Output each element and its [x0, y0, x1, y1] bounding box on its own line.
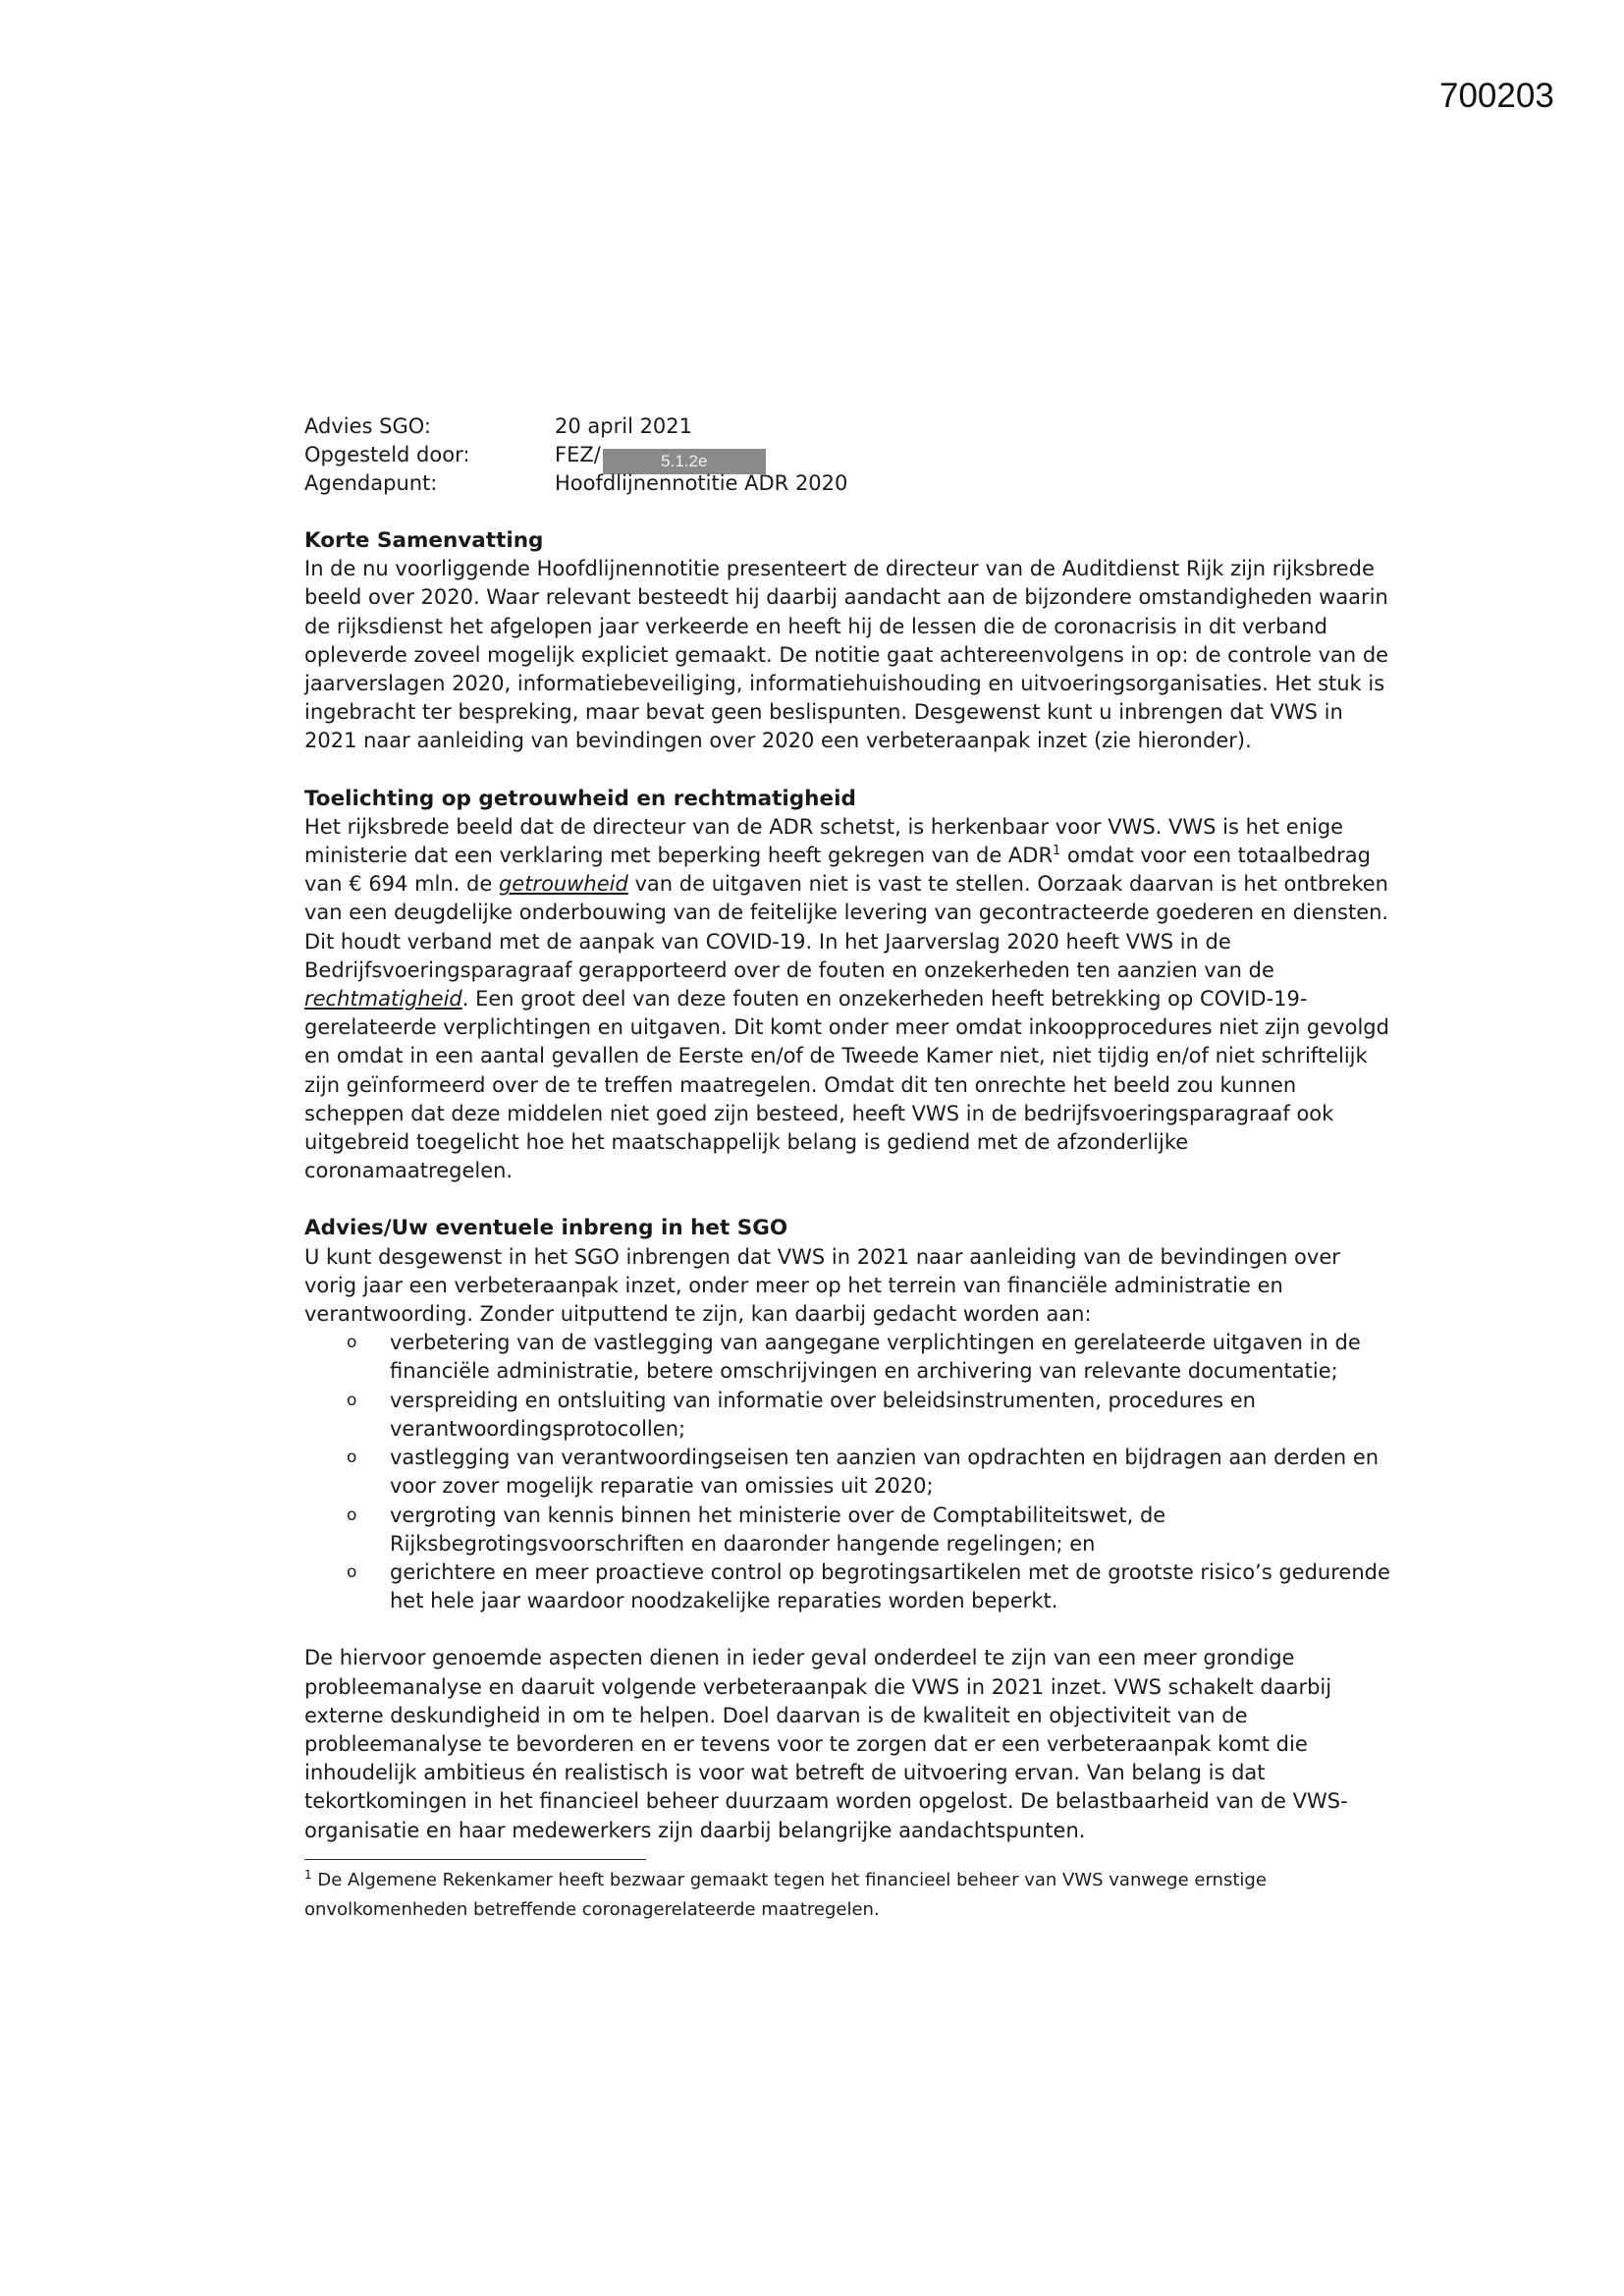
list-item	[304, 1502, 1394, 1558]
bullet-marker: o	[347, 1448, 357, 1468]
list-item	[304, 1387, 1394, 1444]
document-number: 700203	[1439, 77, 1554, 115]
advice-intro: U kunt desgewenst in het SGO inbrengen dat VWS in 2021 naar aanleiding van de bevindingen over vorig jaar een verbeteraanpak inzet, onder meer op het terrein van financiële administratie en verantwoording. Zonder uitputtend te zijn, kan daarbij gedacht worden aan:	[304, 1244, 1340, 1327]
bullet-marker: o	[347, 1390, 357, 1410]
meta-value	[555, 441, 766, 469]
list-item-text: gerichtere en meer proactieve control op begrotingsartikelen met de grootste risico’s gedurende het hele jaar waardoor noodzakelijke reparaties worden beperkt.	[390, 1559, 1390, 1613]
meta-value: Hoofdlijnennotitie ADR 2020	[555, 471, 848, 495]
summary-section	[304, 526, 1394, 756]
text-run: van de uitgaven niet is vast te stellen. Oorzaak daarvan is het ontbreken van een deugdelijke onderbouwing van de feitelijke levering van gecontracteerde goederen en diensten. Dit houdt verband met de aanpak van COVID-19. In het Jaarverslag 2020 heeft VWS in de Bedrijfsvoeringsparagraaf gerapporteerd over de fouten en onzekerheden ten aanzien van de	[304, 872, 1389, 982]
meta-label: Opgesteld door:	[304, 443, 470, 466]
document-body	[304, 412, 1394, 1925]
meta-value: 20 april 2021	[555, 414, 693, 438]
list-item-text: vergroting van kennis binnen het ministerie over de Comptabiliteitswet, de Rijksbegrotingsvoorschriften en daaronder hangende regelingen; en	[390, 1503, 1166, 1556]
explanation-text	[304, 813, 1394, 1186]
meta-block	[304, 412, 1394, 498]
text-run: Het rijksbrede beeld dat de directeur van de ADR schetst, is herkenbaar voor VWS. VWS is het enige ministerie dat een verklaring met beperking heeft gekregen van de ADR	[304, 814, 1344, 868]
advice-list	[304, 1329, 1394, 1615]
bullet-marker: o	[347, 1504, 357, 1525]
text-run: omdat voor een totaalbedrag van € 694 mln. de	[304, 844, 1371, 897]
list-item	[304, 1444, 1394, 1501]
author-department: FEZ/	[555, 443, 601, 466]
list-item-text: verbetering van de vastlegging van aangegane verplichtingen en gerelateerde uitgaven in de financiële administratie, betere omschrijvingen en archivering van relevante documentatie;	[390, 1331, 1361, 1384]
advice-section	[304, 1214, 1394, 1844]
bullet-marker: o	[347, 1561, 357, 1582]
meta-row-agenda	[304, 469, 1394, 498]
list-item	[304, 1329, 1394, 1386]
list-item-text: verspreiding en ontsluiting van informatie over beleidsinstrumenten, procedures en verantwoordingsprotocollen;	[390, 1388, 1256, 1441]
term-getrouwheid: getrouwheid	[498, 872, 628, 897]
text-run: . Een groot deel van deze fouten en onzekerheden heeft betrekking op COVID-19-gerelateerde verplichtingen en uitgaven. Dit komt onder meer omdat inkoopprocedures niet zijn gevolgd en omdat in een aantal gevallen de Eerste en/of de Tweede Kamer niet, niet tijdig en/of niet schriftelijk zijn geïnformeerd over de te treffen maatregelen. Omdat dit ten onrechte het beeld zou kunnen scheppen dat deze middelen niet goed zijn besteed, heeft VWS in de bedrijfsvoeringsparagraaf ook uitgebreid toegelicht hoe het maatschappelijk belang is gediend met de afzonderlijke coronamaatregelen.	[304, 987, 1389, 1183]
explanation-section	[304, 785, 1394, 1186]
footnote-ref: 1	[1053, 844, 1061, 859]
footnote	[304, 1866, 1394, 1925]
bullet-marker: o	[347, 1333, 357, 1353]
footnote-text: De Algemene Rekenkamer heeft bezwaar gemaakt tegen het financieel beheer van VWS vanwege ernstige onvolkomenheden betreffende coronagerelateerde maatregelen.	[304, 1869, 1267, 1920]
summary-heading: Korte Samenvatting	[304, 528, 544, 553]
meta-label: Agendapunt:	[304, 471, 438, 495]
footnote-number: 1	[304, 1867, 312, 1882]
advice-heading: Advies/Uw eventuele inbreng in het SGO	[304, 1216, 788, 1241]
meta-label: Advies SGO:	[304, 414, 431, 438]
list-item-text: vastlegging van verantwoordingseisen ten aanzien van opdrachten en bijdragen aan derden en voor zover mogelijk reparatie van omissies uit 2020;	[390, 1446, 1380, 1499]
summary-text: In de nu voorliggende Hoofdlijnennotitie presenteert de directeur van de Auditdienst Rijk zijn rijksbrede beeld over 2020. Waar relevant besteedt hij daarbij aandacht aan de bijzondere omstandigheden waarin de rijksdienst het afgelopen jaar verkeerde en heeft hij de lessen die de coronacrisis in dit verband opleverde zoveel mogelijk expliciet gemaakt. De notitie gaat achtereenvolgens in op: de controle van de jaarverslagen 2020, informatiebeveiliging, informatiehuishouding en uitvoeringsorganisaties. Het stuk is ingebracht ter bespreking, maar bevat geen beslispunten. Desgewenst kunt u inbrengen dat VWS in 2021 naar aanleiding van bevindingen over 2020 een verbeteraanpak inzet (zie hieronder).	[304, 557, 1389, 753]
meta-row-author	[304, 441, 1394, 469]
footnote-divider	[304, 1859, 646, 1860]
redaction-box: 5.1.2e	[603, 449, 766, 474]
meta-row-date	[304, 412, 1394, 441]
term-rechtmatigheid: rechtmatigheid	[304, 987, 462, 1011]
list-item	[304, 1558, 1394, 1615]
explanation-heading: Toelichting op getrouwheid en rechtmatigheid	[304, 786, 856, 811]
advice-closing: De hiervoor genoemde aspecten dienen in ieder geval onderdeel te zijn van een meer grondige probleemanalyse en daaruit volgende verbeteraanpak die VWS in 2021 inzet. VWS schakelt daarbij externe deskundigheid in om te helpen. Doel daarvan is de kwaliteit en objectiviteit van de probleemanalyse te bevorderen en er tevens voor te zorgen dat er een verbeteraanpak komt die inhoudelijk ambitieus én realistisch is voor wat betreft de uitvoering ervan. Van belang is dat tekortkomingen in het financieel beheer duurzaam worden opgelost. De belastbaarheid van de VWS-organisatie en haar medewerkers zijn daarbij belangrijke aandachtspunten.	[304, 1646, 1348, 1842]
